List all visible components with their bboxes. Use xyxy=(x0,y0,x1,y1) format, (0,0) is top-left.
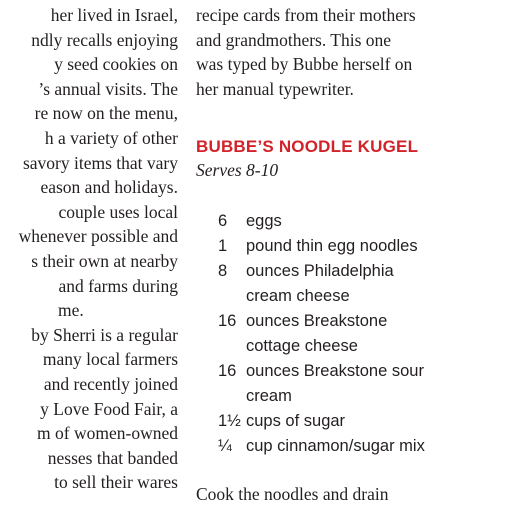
article-line: whenever possible and xyxy=(18,226,178,247)
intro-line: her manual typewriter. xyxy=(196,78,354,99)
recipe-instructions: Cook the noodles and drain xyxy=(196,484,389,504)
ingredient-text: ounces Breakstone sour xyxy=(246,362,424,380)
recipe-intro xyxy=(196,0,512,101)
article-line: eason and holidays. xyxy=(40,177,178,198)
ingredient-text: cream cheese xyxy=(246,287,350,305)
recipe-column xyxy=(196,0,512,504)
ingredient-quantity: ¼ xyxy=(218,437,232,455)
article-line: y seed cookies on xyxy=(54,54,178,75)
article-line: and farms during xyxy=(58,275,178,296)
article-line: ndly recalls enjoying xyxy=(31,29,178,50)
ingredient-list xyxy=(218,209,425,459)
ingredient-quantity: 1½ xyxy=(218,412,241,430)
article-line: and recently joined xyxy=(43,373,178,394)
intro-line: and grandmothers. This one xyxy=(196,29,392,50)
ingredient-row xyxy=(218,334,425,359)
ingredient-text: cup cinnamon/sugar mix xyxy=(246,437,425,455)
article-line: her lived in Israel, xyxy=(50,5,178,25)
article-line: ’s annual visits. The xyxy=(38,78,178,99)
recipe-serves: Serves 8-10 xyxy=(196,160,279,180)
left-article-column xyxy=(0,0,178,495)
ingredient-row xyxy=(218,284,425,309)
ingredient-row xyxy=(218,234,425,259)
ingredient-text: cream xyxy=(246,387,292,405)
ingredient-row xyxy=(218,409,425,434)
article-line: re now on the menu, xyxy=(34,103,178,124)
article-line: couple uses local xyxy=(58,201,178,222)
ingredient-quantity: 16 xyxy=(218,362,237,380)
article-line: by Sherri is a regular xyxy=(31,324,178,345)
article-line: many local farmers xyxy=(42,349,178,370)
ingredient-text: pound thin egg noodles xyxy=(246,237,418,255)
ingredient-row xyxy=(218,359,425,384)
article-line: me. xyxy=(58,300,84,321)
ingredient-row xyxy=(218,259,425,284)
ingredient-text: eggs xyxy=(246,212,282,230)
article-line: to sell their wares xyxy=(54,472,178,493)
ingredient-quantity: 8 xyxy=(218,262,228,280)
ingredient-quantity xyxy=(218,334,246,359)
article-line: h a variety of other xyxy=(44,127,178,148)
ingredient-quantity xyxy=(218,284,246,309)
article-line: nesses that banded xyxy=(47,447,178,468)
article-line: savory items that vary xyxy=(22,152,178,173)
recipe-title: BUBBE’S NOODLE KUGEL xyxy=(196,137,419,156)
ingredient-text: cups of sugar xyxy=(246,412,346,430)
ingredient-text: ounces Breakstone xyxy=(246,312,388,330)
ingredient-row xyxy=(218,434,425,459)
ingredient-row xyxy=(218,309,425,334)
article-line: y Love Food Fair, a xyxy=(40,398,178,419)
ingredient-text: ounces Philadelphia xyxy=(246,262,394,280)
ingredient-quantity xyxy=(218,384,246,409)
ingredient-text: cottage cheese xyxy=(246,337,358,355)
ingredient-quantity: 6 xyxy=(218,212,228,230)
ingredient-row xyxy=(218,209,425,234)
intro-line: recipe cards from their mothers xyxy=(196,5,416,25)
intro-line: was typed by Bubbe herself on xyxy=(196,54,413,75)
ingredient-row xyxy=(218,384,425,409)
article-line: m of women-owned xyxy=(37,423,178,444)
article-line: s their own at nearby xyxy=(31,250,178,271)
ingredient-quantity: 16 xyxy=(218,312,237,330)
ingredient-quantity: 1 xyxy=(218,237,228,255)
